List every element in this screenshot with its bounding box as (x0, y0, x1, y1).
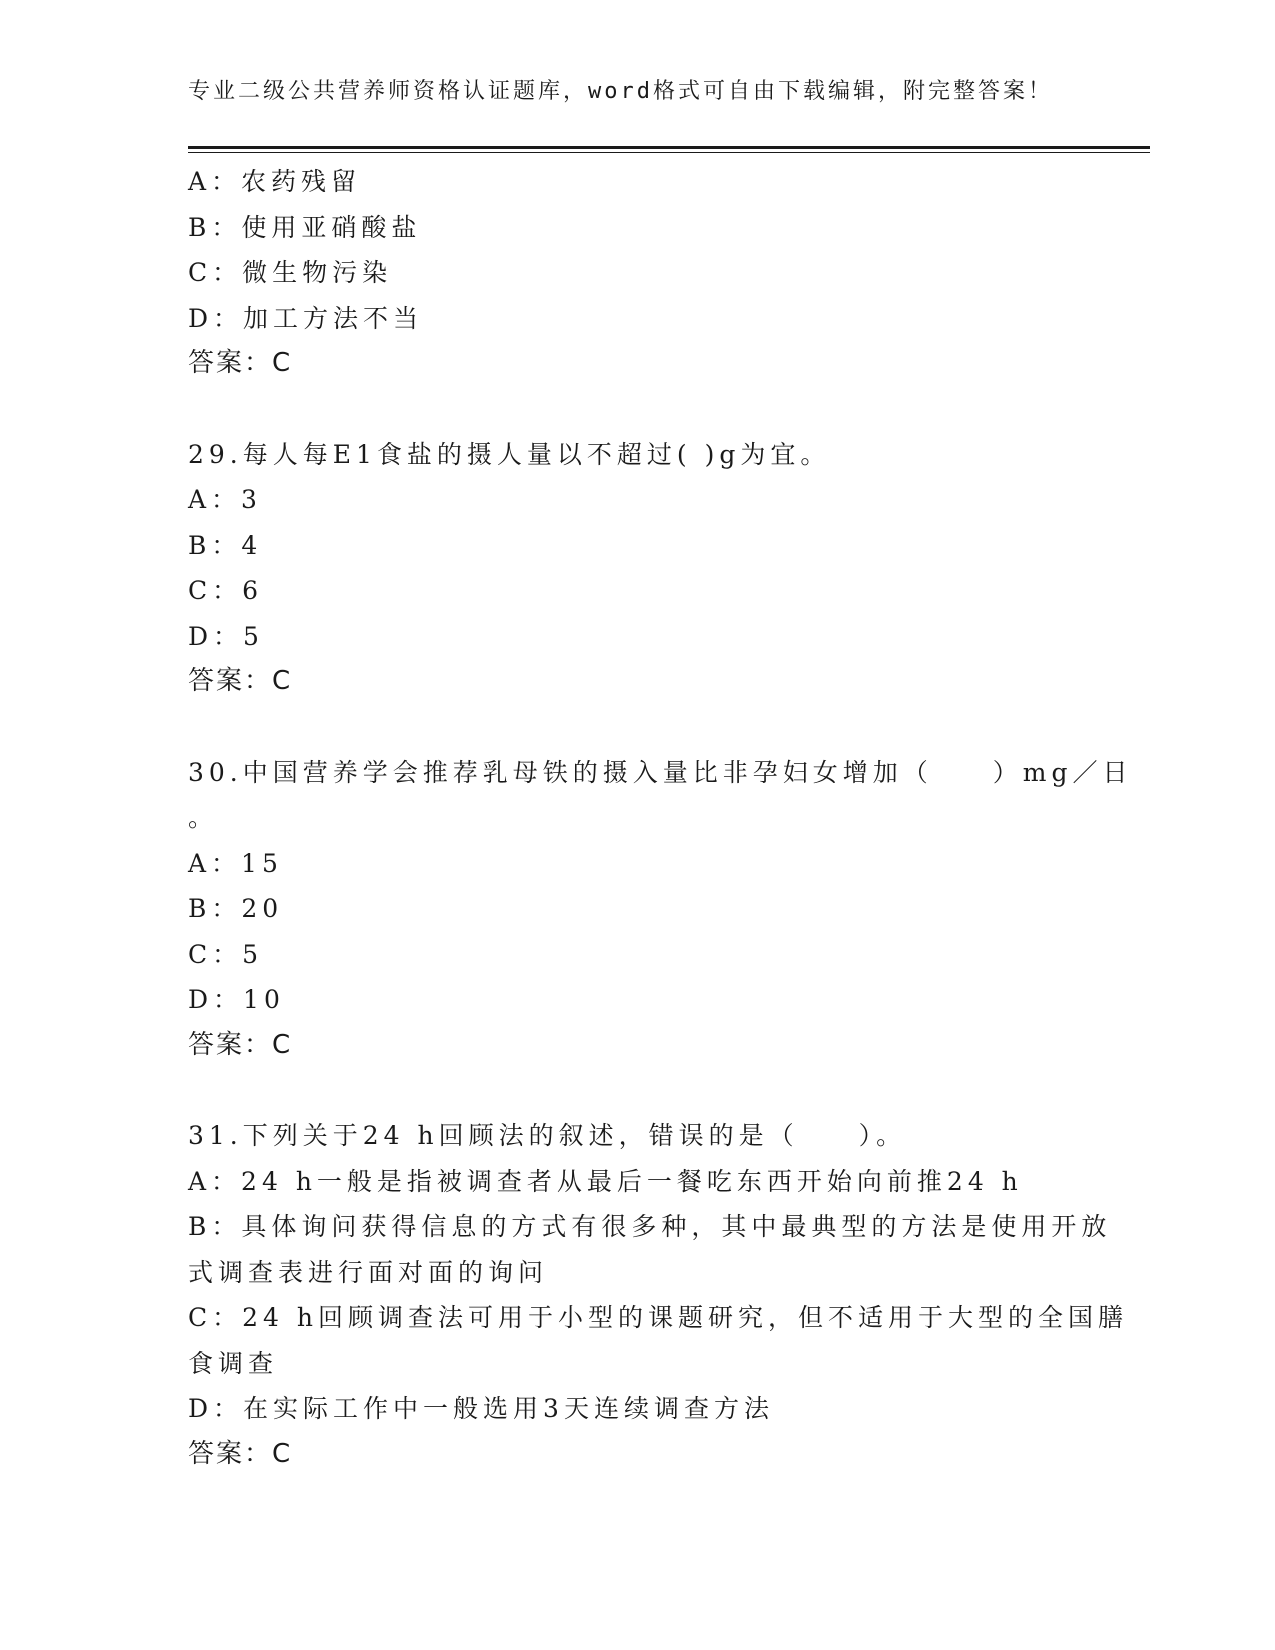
option-b: B：使用亚硝酸盐 (188, 212, 422, 242)
question-stem: 30.中国营养学会推荐乳母铁的摄入量比非孕妇女增加（ ）mg／日 (188, 757, 1133, 787)
question-29-block (188, 432, 1088, 705)
spacer (188, 705, 1088, 750)
page-header: 专业二级公共营养师资格认证题库，word格式可自由下载编辑，附完整答案！ (188, 79, 1053, 104)
option-b: B：4 (188, 530, 263, 560)
answer-line: 答案：C (188, 1029, 293, 1060)
question-stem: 29.每人每E1食盐的摄人量以不超过( )g为宜。 (188, 439, 831, 469)
option-d: D：在实际工作中一般选用3天连续调查方法 (188, 1394, 774, 1423)
option-c: C：6 (188, 576, 264, 605)
option-a: A：15 (188, 848, 283, 878)
option-d: D：5 (188, 621, 264, 651)
option-c: C：24 h回顾调查法可用于小型的课题研究，但不适用于大型的全国膳 (188, 1303, 1128, 1332)
answer-line: 答案：C (188, 666, 293, 696)
option-a: A：24 h一般是指被调查者从最后一餐吃东西开始向前推24 h (188, 1166, 1023, 1196)
option-b-continued: 式调查表进行面对面的询问 (188, 1257, 549, 1287)
question-28-block (188, 159, 1088, 387)
answer-line: 答案：C (188, 348, 293, 378)
spacer (188, 387, 1088, 432)
question-stem: 31.下列关于24 h回顾法的叙述，错误的是（ ）。 (188, 1121, 907, 1150)
header-rule-thin (188, 152, 1150, 153)
option-d: D：加工方法不当 (188, 303, 424, 333)
option-c: C：5 (188, 939, 264, 969)
answer-line: 答案：C (188, 1438, 293, 1469)
question-stem-continued: 。 (188, 803, 219, 832)
question-31-block (188, 1113, 1128, 1477)
option-d: D：10 (188, 985, 285, 1014)
question-30-block (188, 750, 1133, 1069)
option-c: C：微生物污染 (188, 258, 393, 287)
option-c-continued: 食调查 (188, 1348, 279, 1378)
option-b: B：具体询问获得信息的方式有很多种，其中最典型的方法是使用开放 (188, 1212, 1112, 1241)
spacer (188, 1068, 1088, 1113)
option-a: A：3 (188, 485, 262, 514)
header-rule-thick (188, 146, 1150, 149)
option-b: B：20 (188, 894, 284, 923)
document-body (188, 159, 1133, 1477)
option-a: A：农药残留 (188, 167, 362, 196)
